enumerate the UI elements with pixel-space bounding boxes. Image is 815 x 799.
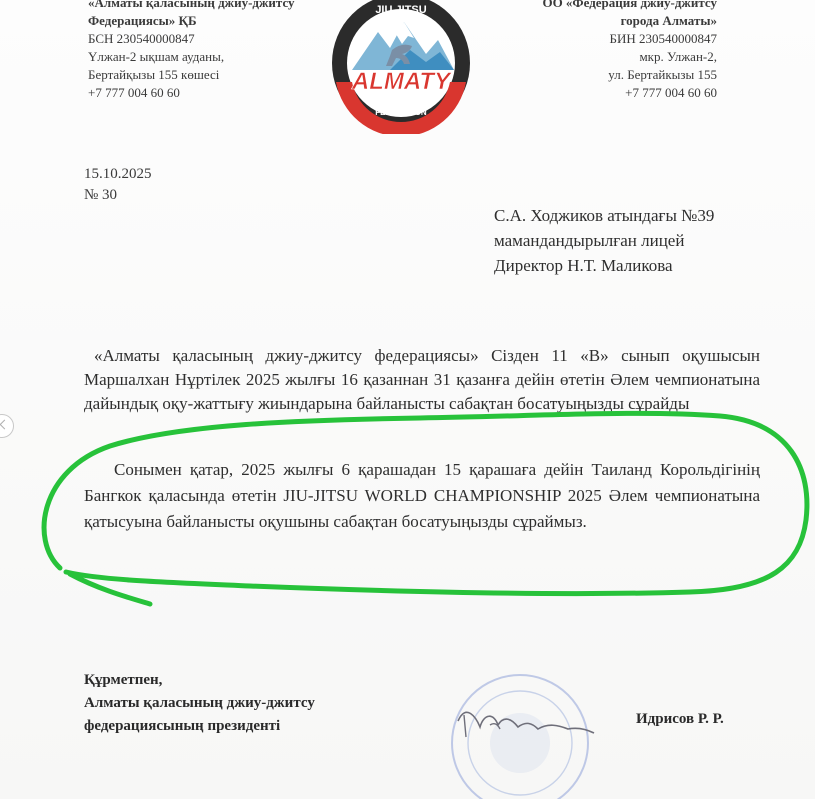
carousel-prev-button[interactable]: [0, 414, 14, 438]
addressee-line: С.А. Ходжиков атындағы №39: [494, 206, 715, 225]
logo-main-text: ALMATY: [351, 68, 451, 95]
header-left-line: Үлжан-2 ықшам ауданы,: [88, 49, 225, 64]
signature-closing: Құрметпен,: [84, 672, 163, 688]
document-number: № 30: [84, 187, 118, 203]
signature-title: федерациясының президенті: [84, 718, 281, 734]
signature-org: Алматы қаласының джиу-джитсу: [84, 695, 315, 711]
logo-bottom-text: FEDERATION: [375, 108, 427, 117]
header-left-line: «Алматы қаласының джиу-джитсу: [88, 0, 295, 10]
header-right: [542, 0, 717, 102]
signature-block: [84, 669, 315, 738]
body-paragraph-1: «Алматы қаласының джиу-джитсу федерациясы» Сізден 11 «В» сынып оқушысын Маршалхан Нұртілек 2025 жылғы 16 қазаннан 31 қазанға дейін өтетін Әлем чемпионатына дайындық оқу-жаттығу жиындарына байланысты сабақтан босатуыңызды сұрайды: [84, 346, 760, 413]
header-right-line: мкр. Улжан-2,: [639, 49, 717, 64]
signer-name: Идрисов Р. Р.: [636, 711, 724, 727]
logo-top-text: JIU JITSU: [375, 4, 427, 16]
header-right-line: ОО «Федерация джиу-джитсу: [542, 0, 717, 10]
header-right-line: +7 777 004 60 60: [625, 85, 717, 100]
header-left: [88, 0, 295, 102]
header-right-line: города Алматы»: [620, 13, 717, 28]
header-right-line: БИН 230540000847: [609, 31, 717, 46]
federation-logo: [330, 0, 472, 134]
header-right-line: ул. Бертайкызы 155: [608, 67, 717, 82]
header-left-line: Бертайқызы 155 көшесі: [88, 67, 220, 82]
document-date: 15.10.2025: [84, 166, 152, 182]
header-left-line: БСН 230540000847: [88, 31, 195, 46]
addressee-line: мамандандырылған лицей: [494, 231, 685, 250]
addressee-line: Директор Н.Т. Маликова: [494, 256, 673, 275]
body-paragraph-2: Сонымен қатар, 2025 жылғы 6 қарашадан 15 қарашаға дейін Таиланд Корольдігінің Бангкок қаласында өтетін JIU-JITSU WORLD CHAMPIONSHIP 2025 Әлем чемпионатына қатысуына байланысты оқушыны сабақтан босатуыңызды сұраймыз.: [84, 460, 760, 531]
header-left-line: +7 777 004 60 60: [88, 85, 180, 100]
official-stamp: [430, 665, 610, 799]
document-meta: [84, 164, 152, 206]
header-left-line: Федерациясы» ҚБ: [88, 13, 197, 28]
addressee-block: [494, 203, 714, 278]
